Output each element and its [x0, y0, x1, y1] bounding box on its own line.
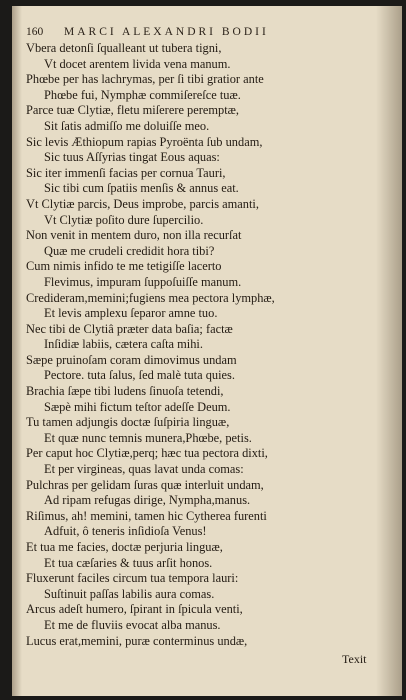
poem-line: Arcus adeſt humero, ſpirant in ſpicula venti,	[26, 602, 243, 617]
poem-line: Vbera detonſi ſqualleant ut tubera tigni,	[26, 41, 222, 55]
poem-line: Cum nimis infido te me tetigiſſe lacerto	[26, 259, 222, 274]
poem-line: Riſimus, ah! memini, tamen hic Cytherea furenti	[26, 508, 267, 523]
poem-line: Et me de fluviis evocat alba manus.	[44, 617, 221, 632]
poem-line: Nec tibi de Clytiâ præter data baſia; factæ	[26, 321, 233, 336]
running-head: MARCI ALEXANDRI BODII	[64, 26, 269, 38]
poem-line: Flevimus, impuram ſuppoſuiſſe manum.	[44, 274, 242, 289]
poem-line: Et per virgineas, quas lavat unda comas:	[44, 462, 244, 477]
poem-line: Parce tuæ Clytiæ, fletu miſerere peremptæ,	[26, 103, 239, 118]
poem-line: Et tua me facies, doctæ perjuria linguæ,	[26, 540, 223, 554]
poem-line: Fluxerunt faciles circum tua tempora lauri:	[26, 571, 239, 586]
poem-line: Credideram,memini;fugiens mea pectora lymphæ,	[26, 290, 275, 305]
page-number: 160	[26, 26, 44, 38]
poem-line: Lucus erat,memini, puræ conterminus undæ,	[26, 633, 248, 648]
poem-line: Sic tuus Aſſyrias tingat Eous aquas:	[44, 150, 220, 165]
gutter-shadow-right	[376, 6, 402, 696]
poem-line: Quæ me crudeli credidit hora tibi?	[44, 243, 215, 258]
page-header	[26, 26, 356, 42]
poem-line: Pulchras per gelidam ſuras quæ interluit undam,	[26, 477, 264, 492]
poem-line: Non venit in mentem duro, non illa recurſat	[26, 228, 242, 243]
poem-line: Et quæ nunc temnis munera,Phœbe, petis.	[44, 430, 252, 445]
poem-line: Sic tibi cum ſpatiis menſis & annus eat.	[44, 181, 239, 196]
book-page	[12, 6, 402, 696]
poem-line: Tu tamen adjungis doctæ ſuſpiria linguæ,	[26, 415, 230, 430]
poem-line: Per caput hoc Clytiæ,perq; hæc tua pectora dixti,	[26, 446, 268, 461]
poem-line: Sic levis Æthiopum rapias Pyroënta ſub undam,	[26, 134, 263, 149]
poem-line: Et tua cæſaries & tuus arſit honos.	[44, 555, 213, 570]
poem-line: Suſtinuit paſſas labilis aura comas.	[44, 586, 215, 601]
poem-line: Ad ripam refugas dirige, Nympha,manus.	[44, 493, 251, 508]
poem-line: Sit ſatis admiſſo me doluiſſe meo.	[44, 118, 210, 133]
poem-line: Adfuit, ô teneris inſidioſa Venus!	[44, 524, 207, 539]
poem-line: Sæpe pruinoſam coram dimovimus undam	[26, 352, 237, 367]
poem-line: Et levis amplexu ſeparor amne tuo.	[44, 306, 218, 321]
poem-line: Sæpè mihi fictum teſtor adeſſe Deum.	[44, 399, 231, 414]
poem-line: Phœbe fui, Nymphæ commiſereſce tuæ.	[44, 87, 241, 102]
poem-line: Inſidiæ labiis, cætera caſta mihi.	[44, 337, 203, 352]
poem-text	[26, 41, 376, 649]
poem-line: Pectore. tuta ſalus, ſed malè tuta quies.	[44, 368, 235, 383]
catchword: Texit	[342, 652, 367, 666]
poem-line: Phœbe per has lachrymas, per ſi tibi gratior ante	[26, 72, 264, 87]
poem-line: Sic iter immenſi facias per cornua Tauri,	[26, 165, 226, 180]
gutter-shadow-left	[12, 6, 22, 696]
poem-line: Vt Clytiæ poſito dure ſupercilio.	[44, 212, 204, 227]
poem-line: Vt Clytiæ parcis, Deus improbe, parcis amanti,	[26, 196, 259, 211]
poem-line: Vt docet arentem livida vena manum.	[44, 56, 231, 71]
poem-line: Brachia ſæpe tibi ludens ſinuoſa tetendi,	[26, 384, 224, 399]
